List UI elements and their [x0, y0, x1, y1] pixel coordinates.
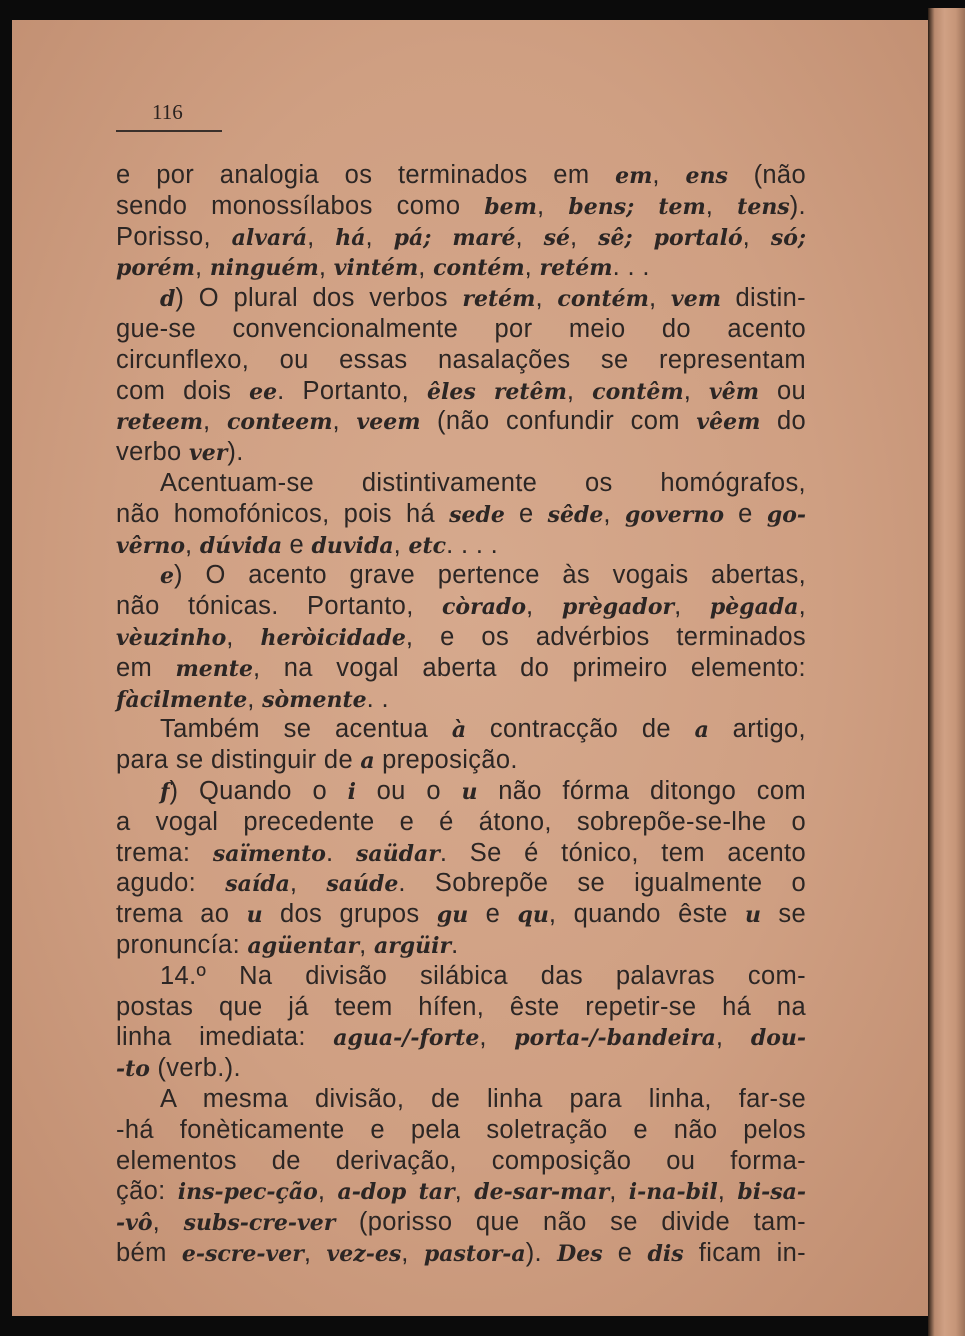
text-line: com dois ee. Portanto, êles retêm, contêm, vêm ou [116, 376, 807, 405]
text-line: e) O acento grave pertence às vogais abertas, [160, 561, 806, 590]
text-line: trema ao u dos grupos gu e qu, quando êste u se [116, 900, 807, 929]
text-line: verbo ver). [116, 438, 244, 467]
page-number: 116 [152, 100, 183, 124]
text-line: vèuzinho, heròicidade, e os advérbios terminados [116, 622, 806, 651]
text-line: agudo: saída, saúde. Sobrepõe se igualmente o [116, 869, 807, 898]
text-line: em mente, na vogal aberta do primeiro elemento: [116, 653, 806, 682]
text-line: f) Quando o i ou o u não fórma ditongo com [160, 776, 806, 805]
text-line: porém, ninguém, vintém, contém, retém. . . [116, 253, 650, 282]
text-line: trema: saïmento. saüdar. Se é tónico, tem acento [116, 838, 806, 867]
text-line: pronuncía: agüentar, argüir. [116, 930, 459, 959]
text-line: -há fonèticamente e pela soletração e não pelos [116, 1115, 806, 1144]
text-line: Porisso, alvará, há, pá; maré, sé, sê; portaló, só; [116, 222, 806, 251]
text-line: -vô, subs-cre-ver (porisso que não se divide tam- [116, 1208, 806, 1237]
text-line: postas que já teem hífen, êste repetir-se há na [116, 992, 806, 1021]
text-line: reteem, conteem, veem (não confundir com vêem do [116, 407, 807, 436]
text-line: ção: ins-pec-ção, a-dop tar, de-sar-mar, i-na-bil, bi-sa- [116, 1177, 806, 1206]
text-line: Também se acentua à contracção de a artigo, [160, 715, 806, 744]
text-line: Acentuam-se distintivamente os homógrafos, [160, 468, 806, 497]
text-line: elementos de derivação, composição ou forma- [116, 1146, 806, 1175]
text-line: 14.º Na divisão silábica das palavras com- [160, 961, 806, 990]
page-number-rule [116, 130, 222, 132]
body-text [116, 160, 806, 1269]
text-line: d) O plural dos verbos retém, contém, vem distin- [160, 284, 806, 313]
text-line: para se distinguir de a preposição. [116, 746, 518, 775]
text-line: bém e-scre-ver, vez-es, pastor-a). Des e dis ficam in- [116, 1238, 807, 1267]
text-line: e por analogia os terminados em em, ens (não [116, 161, 807, 189]
text-line: linha imediata: agua-/-forte, porta-/-bandeira, dou- [116, 1023, 807, 1052]
text-line: sendo monossílabos como bem, bens; tem, tens). [116, 191, 806, 220]
text-line: circunflexo, ou essas nasalações se representam [116, 345, 806, 374]
text-line: gue-se convencionalmente por meio do acento [116, 314, 806, 343]
text-line: vêrno, dúvida e duvida, etc. . . . [116, 530, 499, 559]
next-page-edge [928, 8, 965, 1336]
text-line: a vogal precedente e é átono, sobrepõe-se-lhe o [116, 807, 806, 836]
text-line: não homofónicos, pois há sede e sêde, governo e go- [116, 499, 807, 528]
text-line: A mesma divisão, de linha para linha, far-se [160, 1084, 806, 1113]
text-line: fàcilmente, sòmente. . [116, 684, 389, 713]
text-line: não tónicas. Portanto, còrado, prègador, pègada, [116, 592, 806, 621]
text-line: -to (verb.). [116, 1054, 241, 1083]
